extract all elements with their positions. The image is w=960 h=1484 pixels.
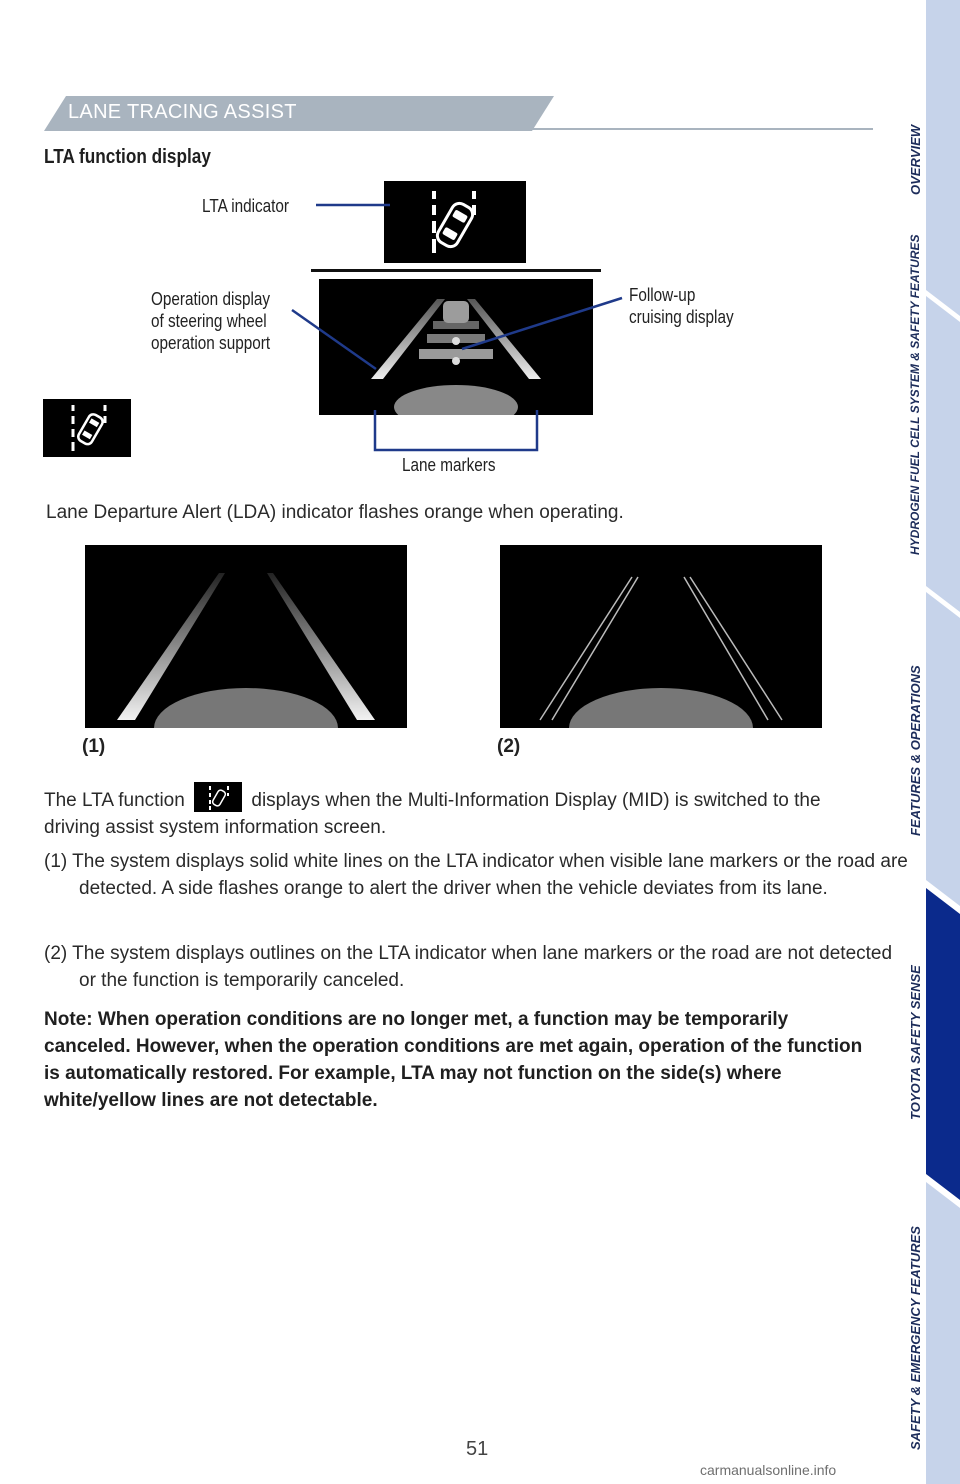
side-tab-label: OVERVIEW xyxy=(908,124,923,195)
list-item-1: (1) The system displays solid white lines on the LTA indicator when visible lane markers or the road are detected. A side flashes orange to alert the driver when the vehicle deviates from its lane. xyxy=(44,851,908,899)
side-tab-label: FEATURES & OPERATIONS xyxy=(908,665,923,836)
intro-text: Lane Departure Alert (LDA) indicator flashes orange when operating. xyxy=(46,502,624,523)
note-text: Note: When operation conditions are no longer met, a function may be temporarily canceled. However, when the operation conditions are met again, operation of the function is automatically restored. For example, LTA may not function on the side(s) where white/yellow lines are not detectable. xyxy=(44,1009,863,1111)
page-number: 51 xyxy=(466,1438,489,1460)
callout-line-3: operation support xyxy=(151,333,271,353)
paragraph-lta-function xyxy=(44,782,874,841)
figure-caption-2: (2) xyxy=(497,736,521,757)
outline-lane-graphic xyxy=(500,545,822,728)
side-tab-label: SAFETY & EMERGENCY FEATURES xyxy=(908,1226,923,1450)
side-tab-label: TOYOTA SAFETY SENSE xyxy=(908,965,923,1120)
lane-image-solid xyxy=(85,545,407,728)
callout-lines xyxy=(0,0,960,520)
callout-line-1: Operation display xyxy=(151,289,271,309)
lane-image-outline xyxy=(500,545,822,728)
callout-follow-up xyxy=(629,284,734,328)
callout-line-1: Follow-up xyxy=(629,285,696,305)
list-item-2: (2) The system displays outlines on the LTA indicator when lane markers or the road are not detected or the function is temporarily canceled. xyxy=(44,943,893,991)
paragraph-text-after: displays when the Multi-Information Display (MID) is switched to the driving assist system information screen. xyxy=(44,790,821,838)
side-tab-strip xyxy=(926,0,960,1484)
watermark: carmanualsonline.info xyxy=(700,1462,837,1478)
banner-title: LANE TRACING ASSIST xyxy=(68,101,297,123)
lda-car-icon xyxy=(43,399,131,457)
callout-line-2: cruising display xyxy=(629,307,734,327)
lda-indicator-image xyxy=(43,399,131,457)
side-tab-label: HYDROGEN FUEL CELL SYSTEM & SAFETY FEATURES xyxy=(908,234,922,555)
callout-lane-markers: Lane markers xyxy=(402,455,496,475)
paragraph-text-before: The LTA function xyxy=(44,790,185,811)
callout-line-2: of steering wheel xyxy=(151,311,267,331)
figure-caption-1: (1) xyxy=(82,736,106,757)
section-title: LTA function display xyxy=(44,146,211,168)
callout-lta-indicator: LTA indicator xyxy=(202,196,290,216)
callout-operation-display xyxy=(151,288,270,354)
solid-lane-graphic xyxy=(85,545,407,728)
inline-lta-icon xyxy=(194,782,242,812)
